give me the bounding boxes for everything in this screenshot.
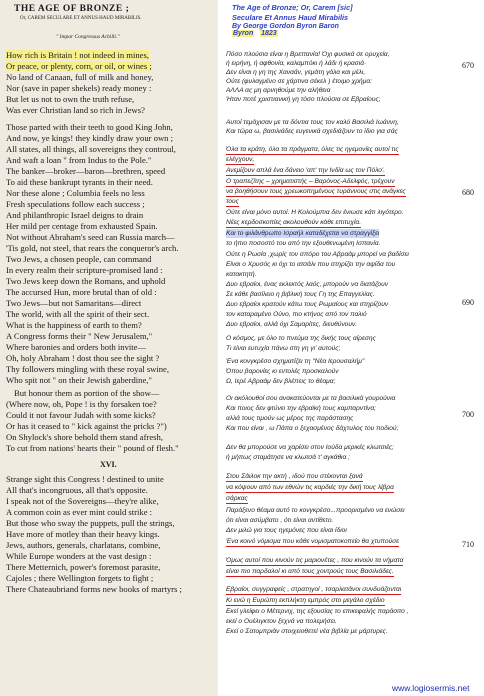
poem-line: All states, all things, all sovereigns they controul, <box>6 144 176 154</box>
poem-line: 'Tis gold, not steel, that rears the conqueror's arch. <box>6 243 179 253</box>
translation-line: Ανεμίζουν απλά ένα δάνειο 'απ' την Ινδία ως τον Πόλο'. <box>226 167 386 174</box>
poem-line: What is the happiness of earth to them? <box>6 320 142 330</box>
line-number: 690 <box>462 298 474 307</box>
translation-line: Ο τραπεζίτης – χρηματιστής – Βαρόνος-Αδελφός, τρέχουν <box>226 178 395 185</box>
poem-line: The banker—broker—baron—brethren, speed <box>6 166 166 176</box>
poem-line: And now, ye kings! they kindly draw your own ; <box>6 133 173 143</box>
line-number: 680 <box>462 188 474 197</box>
translation-line: Ούτε (φυλαγμένο σε χάρτινα σέκελ ) έτοιμο χρήμα: <box>226 78 372 85</box>
poem-line: Thy followers mingling with these royal swine, <box>6 364 170 374</box>
poem-line: Strange sight this Congress ! destined to unite <box>6 474 164 484</box>
poem-line: Two Jews—but not Samaritans—direct <box>6 298 142 308</box>
poem-line: How rich is Britain ! not indeed in mines, <box>6 50 149 60</box>
translation-line: ελέγχουν, <box>226 156 255 163</box>
line-number: 700 <box>462 410 474 419</box>
poem-line: To aid these bankrupt tyrants in their need. <box>6 177 153 187</box>
poem-line: Could it not favour Judah with some kicks? <box>6 410 156 420</box>
poem-line: Fresh speculations follow each success ; <box>6 199 145 209</box>
poem-line: I speak not of the Sovereigns—they're alike, <box>6 496 159 506</box>
translation-line: Όμως αυτοί που κινούν τις μαριονέτες , που κινούν τα νήματα <box>226 557 404 564</box>
translation-line: Δυο εβραίοι, αλλά όχι Σαμαρίτες, διευθύνουν. <box>226 321 358 328</box>
poem-line: But honour them as portion of the show— <box>14 388 160 398</box>
translation-line: Ω, Ιερέ Αβραάμ δεν βλέπεις το θέαμα; <box>226 378 336 385</box>
poem-line: No land of Canaan, full of milk and honey, <box>6 72 154 82</box>
translation-line: Και τώρα ω, βασιλιάδες ευγενικά σχεδιάζουν το ίδιο για σάς <box>226 128 398 135</box>
poem-line: Oh, holy Abraham ! dost thou see the sight ? <box>6 353 160 363</box>
translation-line: Και ποιος δεν φτύνει την εβραϊκή τους καμπαρντίνα; <box>226 405 376 412</box>
translation-line: Και το φιλάνθρωπο Ισραήλ καταδέχεται να στραγγίξει <box>226 230 380 237</box>
poem-line: Those parted with their teeth to good King John, <box>6 122 173 132</box>
translation-line: ή ειρήνη, ή αφθονία, καλαμπόκι ή λάδι ή κρασιά· <box>226 60 367 67</box>
translation-line: Αυτοί τεμάχισαν με τα δόντια τους τον καλό Βασιλιά Ιωάννη, <box>226 119 399 126</box>
website-url: www.logiosermis.net <box>392 683 470 693</box>
translation-line: ΑΛΛΑ ας μη αρνηθούμε την αλήθεια <box>226 87 331 94</box>
translation-line: Δεν είναι η γη της Χαναάν, γεμάτη γάλα και μέλι, <box>226 69 366 76</box>
translation-line: Δεν μιλώ για τους ηγεμόνες που είναι ίδιοι <box>226 527 347 534</box>
poem-title: THE AGE OF BRONZE ; <box>14 4 130 14</box>
poem-line: Jews, authors, generals, charlatans, combine, <box>6 540 161 550</box>
poem-line: Not without Abraham's seed can Russia march— <box>6 232 175 242</box>
poem-line: Cajoles ; there Wellington forgets to fight ; <box>6 573 154 583</box>
poem-line: But those who sway the puppets, pull the strings, <box>6 518 175 528</box>
poem-line: Where baronies and orders both invite— <box>6 342 147 352</box>
poem-line: Have more of motley than their heavy kings. <box>6 529 160 539</box>
translation-line: να κόψουν από των εθνών τις καρδιές την δική τους λίβρα <box>226 484 394 491</box>
translation-line: ή μήπως σταμάτησε να κλωτσά τ' αγκάθια ; <box>226 454 350 461</box>
poem-line: Or has it ceased to " kick against the pricks ?") <box>6 421 167 431</box>
poem-line: While Europe wonders at the vast design : <box>6 551 152 561</box>
translation-line: το ήπιο ποσοστό του από την εξουθενωμένη Ισπανία. <box>226 240 381 247</box>
poem-line: A common coin as ever mint could strike : <box>6 507 153 517</box>
translation-line: ότι είναι ασύμβατο , ότι είναι αντίθετο. <box>226 517 334 524</box>
line-number: 710 <box>462 540 474 549</box>
translation-line: Κι ενώ η Ευρώπη εκπλήκτη εμπρός στο μεγάλο σχέδιο <box>226 597 385 604</box>
poem-epigraph: " Impar Congressus Achilli." <box>56 34 120 40</box>
translation-line: Παράξενο θέαμα αυτό το κονγκρέσο...προορισμένο να ενώσει <box>226 507 405 514</box>
translation-line: τους <box>226 198 239 205</box>
translation-line: Ήταν ποτέ χριστιανική γη τόσο πλούσια σε Εβραίους; <box>226 96 381 103</box>
translation-line: να βοηθήσουν τους χρεωκοπημένους τυράννους στις ανάγκες <box>226 188 406 195</box>
poem-line: In every realm their scripture-promised land : <box>6 265 163 275</box>
translation-line: Ένα κοινό νόμισμα που κάθε νομισματοκοπείο θα χτυπούσε <box>226 538 400 545</box>
poem-line: Was ever Christian land so rich in Jews? <box>6 105 145 115</box>
translation-line: Δυο εβραίοι κρατούν κάτω τους Ρωμαίους και στηρίζουν <box>226 301 389 308</box>
translation-line: εκεί ο Ουέλιγκτον ξεχνά να πολεμήσει. <box>226 618 337 625</box>
poem-line: Or peace, or plenty, corn, or oil, or wines ; <box>6 61 152 71</box>
poem-line: To cut from nations' hearts their " pound of flesh." <box>6 443 179 453</box>
poem-line: Two Jews keep down the Romans, and uphold <box>6 276 166 286</box>
translation-line: Ούτε η Ρωσία ,χωρίς τον σπόρο του Αβραάμ μπορεί να βαδίσει <box>226 251 409 258</box>
poem-line: Nor these alone ; Columbia feels no less <box>6 188 145 198</box>
poem-line: All that's incongruous, all that's opposite. <box>6 485 148 495</box>
poem-line: Nor (save in paper shekels) ready money : <box>6 83 152 93</box>
translation-title: The Age of Bronze; Or, Carem [sic] Seculare Et Annus Haud Mirabilis <box>232 3 353 22</box>
translation-line: Δεν θα μπορούσε να χαρίσει στον Ιούδα μερικές κλωτσιές; <box>226 444 394 451</box>
translation-line: Οι ακόλουθοί σου ανακατεύονται με τα βασιλικά γουρούνια <box>226 395 396 402</box>
poem-subtitle: Or, CAREM SECULARE ET ANNUS HAUD MIRABILIS. <box>20 16 142 21</box>
poem-line: And waft a loan " from Indus to the Pole." <box>6 155 152 165</box>
translation-line: Στου Σάιλοκ την ακτή , ιδού που στέκονται ξανά <box>226 473 363 480</box>
translation-line: Ο κόσμος, με όλο το πνεύμα της δικής τους αίρεσης <box>226 335 376 342</box>
poem-line: The world, with all the spirit of their sect. <box>6 309 150 319</box>
poem-line: Her mild per centage from exhausted Spain. <box>6 221 158 231</box>
poem-line: The accursed Hun, more brutal than of old : <box>6 287 157 297</box>
poem-line: A Congress forms their " New Jerusalem," <box>6 331 153 341</box>
translation-line: Όλα τα κράτη, όλα τα πράγματα, όλες τις ηγεμονίες αυτοί τις <box>226 146 399 153</box>
translation-line: Πόσο πλούσια είναι η Βρεττανία! Όχι φυσικά σε ορυχεία, <box>226 51 390 58</box>
poem-line: (Where now, oh, Pope ! is thy forsaken toe? <box>6 399 157 409</box>
translation-line: Ένα κονγκρέσο σχηματίζει τη "Νέα Ιερουσαλήμ" <box>226 358 365 365</box>
translation-line: είναι πιο παρδαλοί κι από τους χοντρούς τους Βασιλιάδες. <box>226 568 394 575</box>
poem-line: But let us not to own the truth refuse, <box>6 94 135 104</box>
translation-author: By George Gordon Byron Baron Byron 1823 <box>232 23 339 37</box>
translation-line: Δυο εβραίοι, ένας εκλεκτός λαός, μπορούν να διατάζουν <box>226 281 388 288</box>
translation-line: σάρκας <box>226 495 248 502</box>
line-number: 670 <box>462 61 474 70</box>
poem-line: There Metternich, power's foremost parasite, <box>6 562 161 572</box>
poem-line: There Chateaubriand forms new books of martyrs ; <box>6 584 182 594</box>
translation-line: Και που είναι , ω Πάπα ο ξεχασμένος δάχτυλος του ποδιού; <box>226 425 399 432</box>
translation-line: Εβραίοι, συγγραφείς , στρατηγοί , τσαρλατάνοι συνδυάζονται <box>226 586 402 593</box>
translation-line: Όπου βαρονίες κι εντολές προσκαλούν <box>226 368 339 375</box>
translation-line: Εκεί γλείφει ο Μέτερνιχ, της εξουσίας το επικεφαλής παράσιτο , <box>226 608 409 615</box>
translation-line: Εκεί ο Σατομπριάν στοιχειοθετεί νέα βιβλία με μάρτυρες. <box>226 628 388 635</box>
translation-line: Νέες κερδοσκοπίες ακολουθούν κάθε επιτυχία. <box>226 219 362 226</box>
poem-line: Who spit not " on their Jewish gaberdine," <box>6 375 152 385</box>
translation-line: αλλά τους τιμούν ως μέρος της παράστασης <box>226 415 354 422</box>
translation-line: Ούτε είναι μόνο αυτοί. Η Κολούμπια δεν ένιωσε κάτι λιγότερο. <box>226 209 404 216</box>
translation-line: κατακτητή. <box>226 271 257 278</box>
stanza-number: XVI. <box>100 460 117 469</box>
poem-line: Two Jews, a chosen people, can command <box>6 254 152 264</box>
poem-line: And philanthropic Israel deigns to drain <box>6 210 144 220</box>
translation-line: τον καταραμένο Ούνο, πιο κτήνος από τον παλιό <box>226 311 367 318</box>
poem-line: On Shylock's shore behold them stand afresh, <box>6 432 163 442</box>
translation-line: Τι είναι ευτυχία πάνω στη γη γι' αυτούς; <box>226 345 341 352</box>
translation-line: Σε κάθε βασίλειο η βιβλική τους Γη της Επαγγελίας. <box>226 291 375 298</box>
translation-line: Είναι ο Χρυσός κι όχι το ατσάλι που στηρίζει την αψίδα του <box>226 261 396 268</box>
